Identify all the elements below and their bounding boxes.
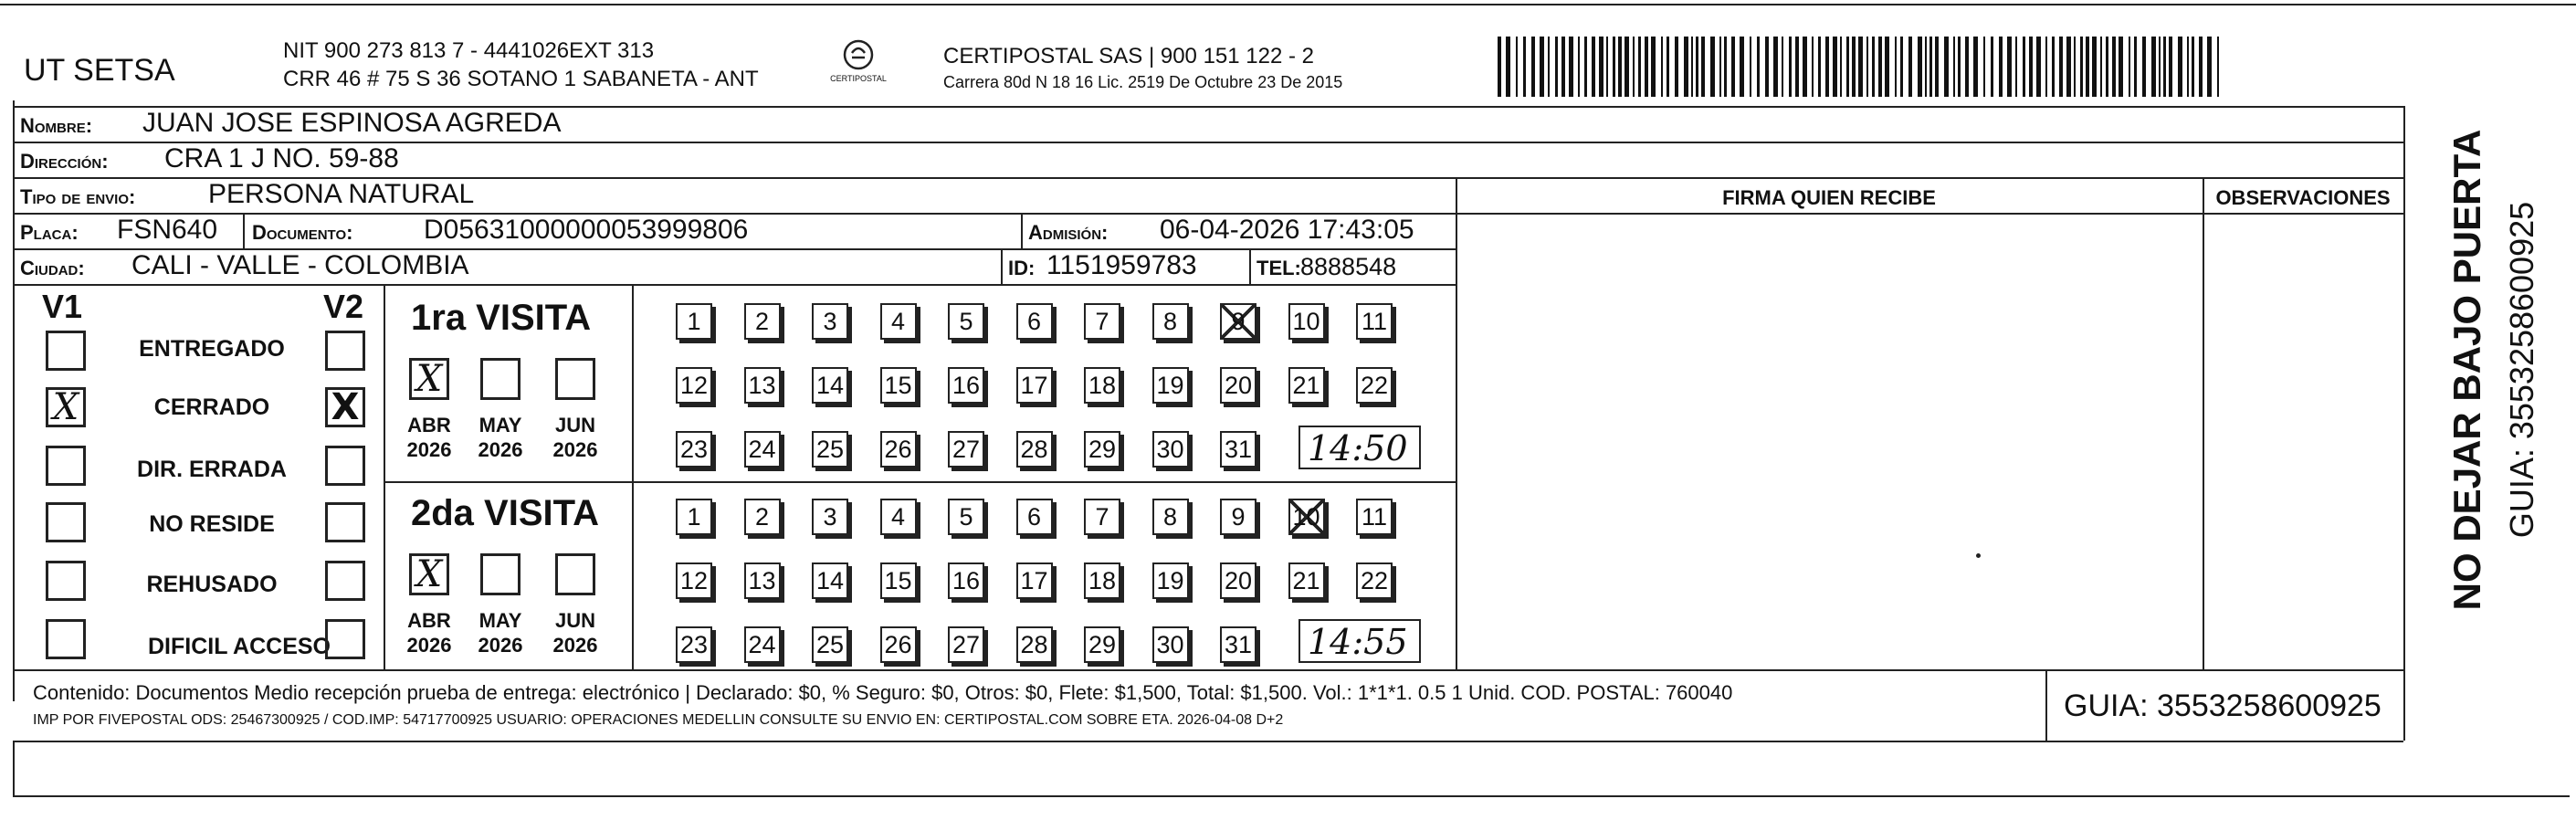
visit-1-day-box[interactable]: 20 [1220,367,1256,404]
row-line [13,284,1456,286]
barcode-bar [1900,37,1903,97]
visit-1-day-box[interactable]: 19 [1152,367,1189,404]
col-line [1249,248,1251,284]
barcode-bar [2119,37,2123,97]
visit-2-day-box[interactable]: 19 [1152,562,1189,599]
barcode-bar [2015,37,2017,97]
barcode-bar [1885,37,1889,97]
status-label: ENTREGADO [139,336,285,362]
barcode-bar [2192,37,2194,97]
barcode-bar [1958,37,1961,97]
visit-2-day-box[interactable]: 26 [880,626,917,663]
visit-1-time-box[interactable] [1299,426,1421,469]
visit-2-day-box[interactable]: 4 [880,499,917,535]
tracking-barcode [1498,37,2219,97]
visit-2-day-box[interactable]: 9 [1220,499,1256,535]
city-label: Ciudad: [20,257,85,279]
sender-name: UT SETSA [24,53,175,88]
visit-2-day-box[interactable]: 16 [948,562,984,599]
visit-1-day-box[interactable]: 8 [1152,303,1189,340]
visit-1-day-box[interactable]: 10 [1288,303,1325,340]
visit-1-day-box[interactable]: 3 [812,303,848,340]
observations-heading: OBSERVACIONES [2215,186,2391,209]
barcode-bar [2074,37,2076,97]
status-v2-checkbox[interactable] [325,561,365,601]
visit-1-title: 1ra VISITA [411,298,592,338]
barcode-bar [1691,37,1693,97]
status-v2-checkbox[interactable] [325,502,365,542]
visit-1-day-box[interactable]: 30 [1152,431,1189,468]
barcode-bar [2142,37,2146,97]
visit-1-time: 14:50 [1308,428,1408,468]
barcode-bar [1701,37,1705,97]
barcode-bar [1731,37,1735,97]
status-label: REHUSADO [146,572,278,597]
barcode-bar [1999,37,2003,97]
barcode-bar [1765,37,1769,97]
visit-2-title: 2da VISITA [411,493,599,533]
barcode-bar [1825,37,1829,97]
carrier-name: CERTIPOSTAL SAS | 900 151 122 - 2 [943,44,1314,68]
barcode-bar [1618,37,1622,97]
tel-label: TEL: [1256,257,1301,279]
status-label: DIR. ERRADA [137,457,287,482]
barcode-bar [1684,37,1688,97]
barcode-bar [2112,37,2116,97]
visit-1-day-box[interactable]: 2 [744,303,781,340]
visit-2-day-box[interactable]: 31 [1220,626,1256,663]
visit-2-day-box[interactable]: 27 [948,626,984,663]
visit-2-month-checkbox[interactable]: X [409,553,449,595]
barcode-bar [1561,37,1565,97]
visit-2-month-checkbox[interactable] [480,553,520,595]
visit-1-day-box[interactable]: 11 [1356,303,1393,340]
visit-1-month-checkbox[interactable] [555,358,595,400]
address-label: Dirección: [20,150,109,173]
carrier-license: Carrera 80d N 18 16 Lic. 2519 De Octubre 23 De 2015 [943,73,1343,91]
visit-1-day-box[interactable]: 17 [1016,367,1053,404]
barcode-bar [2066,37,2071,97]
col-line [1001,248,1003,284]
visit-1-day-box[interactable]: 23 [676,431,712,468]
signature-heading: FIRMA QUIEN RECIBE [1722,186,1936,209]
visit-1-day-box[interactable]: 6 [1016,303,1053,340]
barcode-bar [1531,37,1535,97]
barcode-bar [1696,37,1698,97]
visit-2-day-box[interactable]: 23 [676,626,712,663]
col-line [1456,177,1457,669]
frame-lower-rule [13,795,2570,797]
status-label: NO RESIDE [149,511,275,537]
top-rule [0,4,2576,5]
barcode-bar [1740,37,1744,97]
visit-1-day-box[interactable]: 4 [880,303,917,340]
barcode-bar [2007,37,2012,97]
barcode-bar [2151,37,2156,97]
visit-2-day-box[interactable]: 12 [676,562,712,599]
visit-2-month-label: ABR 2026 [406,609,452,657]
certipostal-logo [826,37,890,91]
visit-1-day-box[interactable]: 29 [1084,431,1120,468]
barcode-bar [1633,37,1635,97]
barcode-bar [1944,37,1949,97]
visit-1-month-label: ABR 2026 [406,414,452,461]
footer-imp: IMP POR FIVEPOSTAL ODS: 25467300925 / COD.IMP: 54717700925 USUARIO: OPERACIONES MEDELLIN CONSULTE SU ENVIO EN: CERTIPOSTAL.COM SOBRE ETA. 2026-04-08 D+2 [33,712,1284,728]
visit-1-day-box[interactable]: 24 [744,431,781,468]
barcode-bar [1710,37,1715,97]
id-label: ID: [1008,257,1036,279]
visit-1-day-box[interactable]: 27 [948,431,984,468]
status-divider [384,284,385,669]
barcode-bar [2134,37,2137,97]
city-value: CALI - VALLE - COLOMBIA [131,250,469,280]
visit-1-day-box[interactable]: 5 [948,303,984,340]
visit-2-day-box[interactable]: 20 [1220,562,1256,599]
barcode-bar [1983,37,1985,97]
barcode-bar [1613,37,1615,97]
visit-2-day-box[interactable]: 3 [812,499,848,535]
visit-2-time: 14:55 [1308,622,1408,662]
barcode-bar [2178,37,2182,97]
shipment-type-value: PERSONA NATURAL [208,179,475,209]
barcode-bar [1584,37,1587,97]
visit-2-day-box[interactable]: 7 [1084,499,1120,535]
footer-divider [2045,669,2047,741]
visit-2-day-box[interactable]: 14 [812,562,848,599]
barcode-bar [1606,37,1608,97]
status-v1-checkbox[interactable]: X [46,387,86,427]
barcode-bar [2159,37,2161,97]
v2-label: V2 [323,288,364,325]
barcode-bar [1667,37,1669,97]
barcode-bar [2036,37,2041,97]
barcode-bar [1840,37,1842,97]
barcode-bar [1918,37,1922,97]
barcode-bar [1991,37,1993,97]
visit-2-day-box[interactable]: 29 [1084,626,1120,663]
barcode-bar [1935,37,1939,97]
status-label: DIFICIL ACCESO [147,634,331,659]
barcode-bar [1953,37,1955,97]
barcode-bar [2029,37,2033,97]
visit-2-day-box[interactable]: 24 [744,626,781,663]
barcode-bar [1803,37,1807,97]
barcode-bar [1846,37,1849,97]
visit-2-day-box[interactable]: 18 [1084,562,1120,599]
visit-2-month-label: MAY 2026 [478,609,523,657]
barcode-bar [2023,37,2025,97]
row-line [13,741,2403,742]
barcode-bar [2199,37,2203,97]
visit-2-day-box[interactable]: 2 [744,499,781,535]
id-value: 1151959783 [1046,250,1197,280]
visit-1-month-label: MAY 2026 [478,414,523,461]
visit-separator [384,481,1456,483]
status-v2-checkbox[interactable] [325,331,365,371]
col-line [1021,213,1023,248]
visit-1-day-box[interactable]: 16 [948,367,984,404]
barcode-bar [1599,37,1603,97]
barcode-bar [1773,37,1778,97]
status-v2-checkbox[interactable] [325,619,365,659]
barcode-bar [1624,37,1629,97]
barcode-bar [2163,37,2166,97]
frame-left [13,100,15,701]
certipostal-logo-text: CERTIPOSTAL [830,74,887,83]
barcode-bar [1540,37,1544,97]
visit-2-day-box[interactable]: 6 [1016,499,1053,535]
barcode-bar [2169,37,2172,97]
barcode-bar [1555,37,1558,97]
barcode-bar [2217,37,2219,97]
observations-area[interactable] [2208,219,2398,665]
visit-1-day-box[interactable]: 9 [1220,303,1256,340]
visit-1-day-box[interactable]: 13 [744,367,781,404]
barcode-bar [1523,37,1526,97]
visit-2-day-box[interactable]: 30 [1152,626,1189,663]
barcode-bar [1858,37,1863,97]
name-label: Nombre: [20,114,93,137]
visit-1-day-box[interactable]: 22 [1356,367,1393,404]
barcode-bar [1818,37,1821,97]
status-v1-checkbox[interactable] [46,619,86,659]
signature-area[interactable] [1461,289,2197,665]
document-label: Documento: [252,221,353,244]
ink-dot [1976,553,1981,558]
visit-2-day-box[interactable]: 11 [1356,499,1393,535]
visit-2-day-box[interactable]: 22 [1356,562,1393,599]
visit-1-month-checkbox[interactable] [480,358,520,400]
side-guide: GUIA: 3553258600925 [2503,201,2540,539]
barcode-bar [1973,37,1978,97]
col-line [243,213,245,248]
visit-2-day-box[interactable]: 25 [812,626,848,663]
barcode-bar [1516,37,1518,97]
barcode-bar [1724,37,1727,97]
status-v2-checkbox[interactable]: X [325,387,365,427]
barcode-bar [2106,37,2108,97]
side-warning: NO DEJAR BAJO PUERTA [2445,129,2488,611]
barcode-bar [1852,37,1856,97]
visit-1-month-checkbox[interactable]: X [409,358,449,400]
visit-2-day-box[interactable]: 15 [880,562,917,599]
visit-1-day-box[interactable]: 15 [880,367,917,404]
barcode-bar [1929,37,1932,97]
visit-1-month-label: JUN 2026 [552,414,598,461]
barcode-bar [1645,37,1648,97]
barcode-bar [1569,37,1573,97]
barcode-bar [1750,37,1751,97]
visit-2-day-box[interactable]: 5 [948,499,984,535]
barcode-bar [2086,37,2089,97]
barcode-bar [1866,37,1868,97]
barcode-bar [1908,37,1912,97]
barcode-bar [1651,37,1656,97]
document-value: D05631000000053999806 [424,215,749,245]
visit-2-day-box[interactable]: 21 [1288,562,1325,599]
barcode-bar [1795,37,1799,97]
status-label: CERRADO [153,394,270,420]
visit-1-day-box[interactable]: 12 [676,367,712,404]
visit-1-day-box[interactable]: 28 [1016,431,1053,468]
barcode-bar [1789,37,1792,97]
visit-1-day-box[interactable]: 1 [676,303,712,340]
frame-right [2403,106,2405,741]
barcode-bar [2059,37,2063,97]
visit-1-day-box[interactable]: 14 [812,367,848,404]
barcode-bar [1661,37,1663,97]
status-v2-checkbox[interactable] [325,446,365,486]
barcode-bar [1895,37,1897,97]
admission-value: 06-04-2026 17:43:05 [1160,215,1414,245]
visit-2-day-box[interactable]: 1 [676,499,712,535]
barcode-bar [1548,37,1550,97]
barcode-bar [1872,37,1875,97]
plate-label: Placa: [20,221,79,244]
visit-1-day-box[interactable]: 26 [880,431,917,468]
barcode-bar [1782,37,1783,97]
tel-value: 8888548 [1300,253,1397,280]
visit-2-day-box[interactable]: 28 [1016,626,1053,663]
barcode-bar [1757,37,1760,97]
footer-guide: GUIA: 3553258600925 [2064,689,2381,723]
visit-2-day-box[interactable]: 17 [1016,562,1053,599]
visit-2-day-box[interactable]: 8 [1152,499,1189,535]
visit-1-day-box[interactable]: 7 [1084,303,1120,340]
barcode-bar [1506,37,1510,97]
barcode-bar [2207,37,2212,97]
barcode-bar [1719,37,1721,97]
barcode-bar [2052,37,2055,97]
admission-label: Admisión: [1028,221,1109,244]
sender-address: CRR 46 # 75 S 36 SOTANO 1 SABANETA - ANT [283,67,759,91]
sender-nit: NIT 900 273 813 7 - 4441026EXT 313 [283,38,655,63]
barcode-bar [1965,37,1969,97]
visit-1-day-box[interactable]: 21 [1288,367,1325,404]
visit-1-day-box[interactable]: 18 [1084,367,1120,404]
visit-1-day-box[interactable]: 31 [1220,431,1256,468]
barcode-bar [1812,37,1814,97]
barcode-bar [2129,37,2130,97]
barcode-bar [1638,37,1641,97]
visit-divider [632,284,634,669]
barcode-bar [1578,37,1580,97]
visit-2-month-label: JUN 2026 [552,609,598,657]
address-value: CRA 1 J NO. 59-88 [164,143,399,173]
barcode-bar [1498,37,1501,97]
barcode-bar [2080,37,2083,97]
barcode-bar [2092,37,2097,97]
visit-1-day-box[interactable]: 25 [812,431,848,468]
visit-2-day-box[interactable]: 13 [744,562,781,599]
barcode-bar [1592,37,1595,97]
name-value: JUAN JOSE ESPINOSA AGREDA [142,108,562,138]
footer-content: Contenido: Documentos Medio recepción prueba de entrega: electrónico | Declarado: $0, % Seguro: $0, Otros: $0, Flete: $1,500, Total: $1,500. Vol.: 1*1*1. 0.5 1 Unid. COD. POSTAL: 760040 [33,681,1733,704]
visit-2-time-box[interactable] [1299,619,1421,663]
shipment-type-label: Tipo de envio: [20,185,136,208]
barcode-bar [1675,37,1678,97]
barcode-bar [2187,37,2189,97]
col-line [2203,177,2204,669]
barcode-bar [1925,37,1927,97]
barcode-bar [2100,37,2102,97]
frame-lower-left [13,741,15,795]
barcode-bar [2045,37,2047,97]
plate-value: FSN640 [117,215,218,245]
barcode-bar [1878,37,1882,97]
visit-2-month-checkbox[interactable] [555,553,595,595]
v1-label: V1 [42,288,83,325]
barcode-bar [1833,37,1837,97]
visit-2-day-box[interactable]: 10 [1288,499,1325,535]
